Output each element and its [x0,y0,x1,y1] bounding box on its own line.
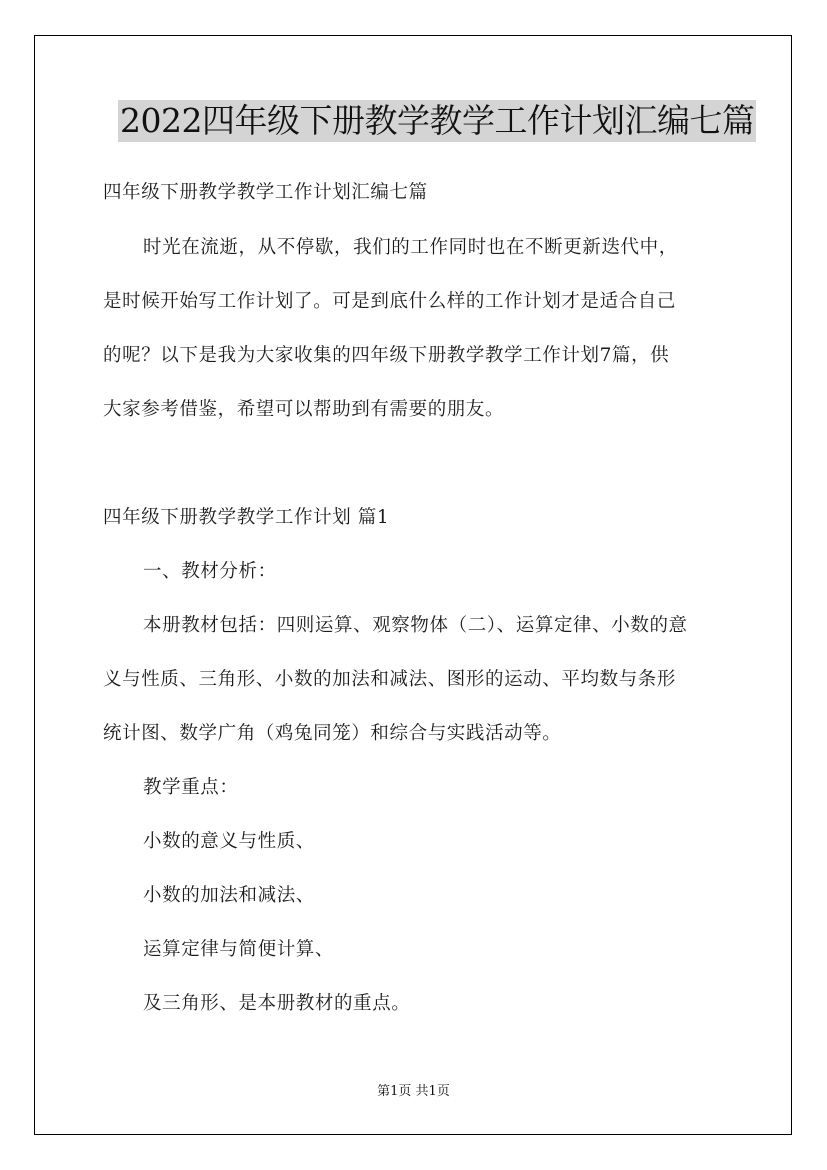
intro-line-4: 大家参考借鉴，希望可以帮助到有需要的朋友。 [103,399,505,420]
focus-item-4: 及三角形、是本册教材的重点。 [143,993,411,1014]
focus-item-2: 小数的加法和减法、 [143,885,315,906]
page-number-footer: 第1页 共1页 [377,1084,450,1099]
content-line-1: 本册教材包括：四则运算、观察物体（二）、运算定律、小数的意 [143,615,688,636]
subsection-heading: 一、教材分析： [143,561,277,582]
document-subtitle: 四年级下册教学教学工作计划汇编七篇 [103,182,428,203]
focus-item-1: 小数的意义与性质、 [143,831,315,852]
intro-line-2: 是时候开始写工作计划了。可是到底什么样的工作计划才是适合自己 [103,291,677,312]
content-line-2: 义与性质、三角形、小数的加法和减法、图形的运动、平均数与条形 [103,669,677,690]
content-line-3: 统计图、数学广角（鸡兔同笼）和综合与实践活动等。 [103,723,562,744]
focus-item-3: 运算定律与简便计算、 [143,939,335,960]
intro-line-1: 时光在流逝，从不停歇，我们的工作同时也在不断更新迭代中， [143,237,678,258]
intro-line-3: 的呢？以下是我为大家收集的四年级下册教学教学工作计划7篇，供 [103,345,670,366]
document-title: 2022四年级下册教学教学工作计划汇编七篇 [120,101,755,140]
focus-heading: 教学重点： [143,777,239,798]
section-heading: 四年级下册教学教学工作计划 篇1 [103,507,390,528]
